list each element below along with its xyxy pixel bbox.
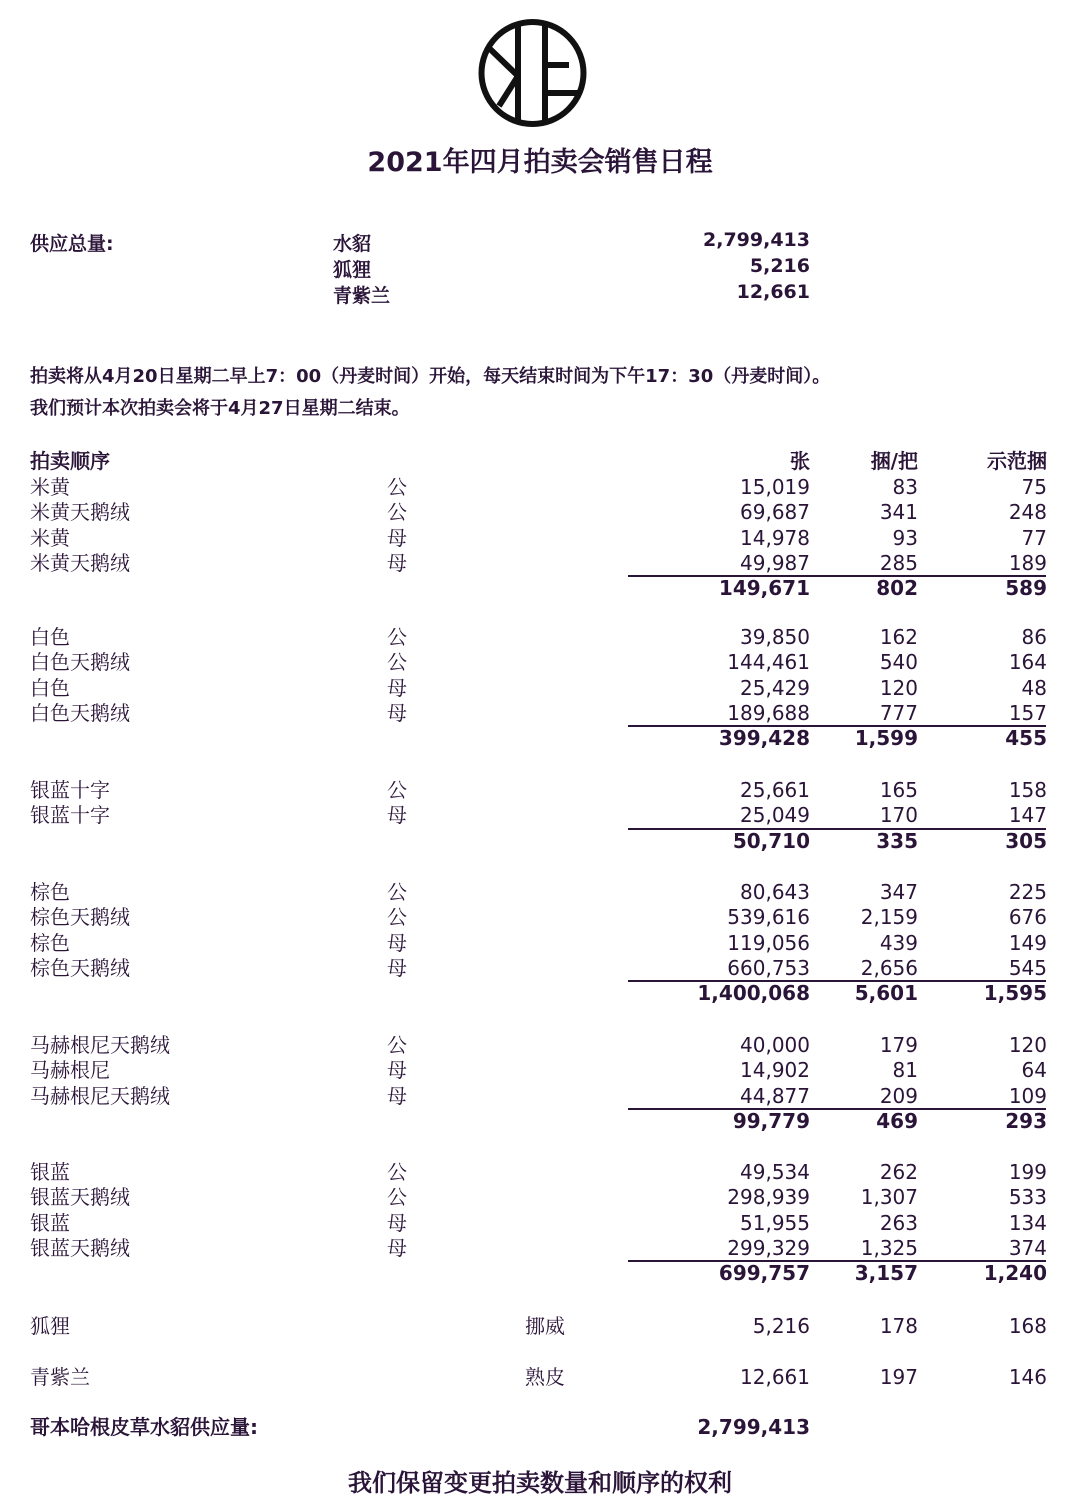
cell-sex: 母 [387,700,407,725]
cell-sex: 公 [387,650,407,675]
subtotal-sample: 455 [1005,726,1047,751]
cell-sample: 86 [1021,625,1047,649]
cell-skins: 189,688 [727,700,810,725]
cell-sample: 77 [1021,525,1047,550]
subtotal-sample: 293 [1005,1108,1047,1133]
table-row [0,1185,1080,1210]
cell-sample: 48 [1021,675,1047,700]
header-sample: 示范捆 [987,449,1047,473]
cell-skins: 40,000 [740,1033,810,1057]
subtotal-bundles: 469 [876,1108,918,1133]
cell-type-name: 白色天鹅绒 [30,650,130,675]
cell-type-name: 银蓝 [30,1210,70,1235]
subtotal-bundles: 802 [876,576,918,601]
cell-type-name: 银蓝十字 [30,803,110,828]
cell-bundles: 540 [879,650,918,675]
subtotal-sample: 589 [1005,576,1047,601]
other-name: 狐狸 [30,1314,70,1338]
cell-bundles: 1,325 [860,1235,918,1260]
other-skins: 12,661 [740,1365,810,1389]
header-bundles: 捆/把 [870,449,918,473]
cell-sample: 149 [1008,930,1047,955]
cell-sex: 公 [387,778,407,802]
cell-bundles: 93 [892,525,918,550]
table-row [0,1236,1080,1261]
other-origin: 熟皮 [525,1365,565,1389]
cell-sex: 母 [387,955,407,980]
cell-skins: 14,978 [740,525,810,550]
copenhagen-total-row [0,1415,1080,1440]
table-row [0,905,1080,930]
cell-bundles: 285 [879,550,918,575]
cell-sex: 母 [387,1058,407,1083]
cell-bundles: 439 [879,930,918,955]
subtotal-bundles: 3,157 [854,1261,918,1286]
supply-value: 2,799,413 [703,229,810,251]
cell-sex: 母 [387,1083,407,1108]
cell-sample: 533 [1008,1185,1047,1210]
cell-sex: 母 [387,803,407,828]
subtotal-skins: 99,779 [732,1108,810,1133]
subtotal-skins: 1,400,068 [697,981,810,1006]
cell-sex: 母 [387,525,407,550]
subtotal-row [0,829,1080,854]
cell-skins: 119,056 [727,930,810,955]
table-row [0,956,1080,981]
subtotal-row [0,576,1080,601]
other-row [0,1314,1080,1339]
cell-sample: 120 [1008,1033,1047,1057]
supply-value: 12,661 [736,281,810,303]
cell-type-name: 白色 [30,625,70,649]
subtotal-skins: 699,757 [718,1261,810,1286]
cell-sex: 母 [387,1235,407,1260]
cell-sample: 248 [1008,500,1047,525]
subtotal-sample: 305 [1005,828,1047,853]
table-row [0,1211,1080,1236]
cell-skins: 14,902 [740,1058,810,1083]
cell-bundles: 341 [879,500,918,525]
other-origin: 挪威 [525,1314,565,1338]
kf-logo [475,18,590,128]
cell-skins: 539,616 [727,905,810,930]
subtotal-row [0,1261,1080,1286]
cell-bundles: 81 [892,1058,918,1083]
table-row [0,778,1080,803]
cell-skins: 660,753 [727,955,810,980]
cell-type-name: 棕色 [30,930,70,955]
subtotal-row [0,981,1080,1006]
cell-type-name: 银蓝天鹅绒 [30,1235,130,1260]
cell-skins: 49,987 [740,550,810,575]
cell-bundles: 262 [879,1160,918,1184]
cell-skins: 298,939 [727,1185,810,1210]
other-bundles: 197 [879,1365,918,1389]
subtotal-sample: 1,240 [983,1261,1047,1286]
cell-type-name: 米黄 [30,525,70,550]
table-row [0,526,1080,551]
cell-skins: 25,661 [740,778,810,802]
cell-skins: 144,461 [727,650,810,675]
other-name: 青紫兰 [30,1365,90,1389]
subtotal-skins: 149,671 [718,576,810,601]
cell-bundles: 2,159 [860,905,918,930]
supply-name: 狐狸 [333,259,372,281]
cell-skins: 25,429 [740,675,810,700]
other-sample: 146 [1008,1365,1047,1389]
cell-sample: 164 [1008,650,1047,675]
cell-sample: 157 [1008,700,1047,725]
cell-type-name: 米黄天鹅绒 [30,500,130,525]
cell-skins: 299,329 [727,1235,810,1260]
other-row [0,1365,1080,1390]
table-row [0,701,1080,726]
copenhagen-total-value: 2,799,413 [697,1415,810,1439]
cell-sex: 公 [387,625,407,649]
table-row [0,475,1080,500]
cell-sample: 147 [1008,803,1047,828]
cell-sample: 199 [1008,1160,1047,1184]
cell-bundles: 209 [879,1083,918,1108]
table-row [0,931,1080,956]
cell-sample: 545 [1008,955,1047,980]
header-skins: 张 [790,449,810,473]
cell-bundles: 83 [892,475,918,499]
table-row [0,676,1080,701]
notice-line-1: 拍卖将从4月20日星期二早上7：00（丹麦时间）开始，每天结束时间为下午17：30（丹麦时间）。 [30,366,831,387]
subtotal-bundles: 335 [876,828,918,853]
page-title: 2021年四月拍卖会销售日程 [367,147,713,178]
supply-label: 供应总量: [30,233,114,255]
other-sample: 168 [1008,1314,1047,1338]
cell-skins: 39,850 [740,625,810,649]
cell-type-name: 米黄 [30,475,70,499]
cell-type-name: 银蓝 [30,1160,70,1184]
cell-sex: 公 [387,880,407,904]
cell-bundles: 2,656 [860,955,918,980]
cell-bundles: 777 [879,700,918,725]
cell-sample: 374 [1008,1235,1047,1260]
cell-sex: 母 [387,550,407,575]
table-row [0,803,1080,828]
subtotal-skins: 399,428 [718,726,810,751]
cell-skins: 15,019 [740,475,810,499]
cell-type-name: 棕色天鹅绒 [30,905,130,930]
cell-skins: 25,049 [740,803,810,828]
cell-sample: 189 [1008,550,1047,575]
cell-sex: 公 [387,500,407,525]
supply-name: 青紫兰 [333,285,391,307]
cell-bundles: 120 [879,675,918,700]
cell-type-name: 马赫根尼 [30,1058,110,1083]
table-header [0,449,1080,474]
footer-note: 我们保留变更拍卖数量和顺序的权利 [348,1469,732,1497]
cell-type-name: 银蓝十字 [30,778,110,802]
cell-bundles: 347 [879,880,918,904]
cell-sex: 公 [387,1160,407,1184]
cell-type-name: 银蓝天鹅绒 [30,1185,130,1210]
supply-value: 5,216 [749,255,810,277]
table-row [0,880,1080,905]
cell-type-name: 白色天鹅绒 [30,700,130,725]
cell-skins: 49,534 [740,1160,810,1184]
cell-sex: 公 [387,475,407,499]
cell-bundles: 263 [879,1210,918,1235]
supply-name: 水貂 [333,233,372,255]
subtotal-bundles: 1,599 [854,726,918,751]
cell-type-name: 米黄天鹅绒 [30,550,130,575]
table-row [0,1058,1080,1083]
cell-sample: 75 [1021,475,1047,499]
subtotal-sample: 1,595 [983,981,1047,1006]
cell-sample: 109 [1008,1083,1047,1108]
header-order: 拍卖顺序 [30,449,110,473]
other-bundles: 178 [879,1314,918,1338]
cell-type-name: 棕色 [30,880,70,904]
cell-sex: 母 [387,930,407,955]
cell-bundles: 179 [879,1033,918,1057]
cell-bundles: 170 [879,803,918,828]
copenhagen-total-label: 哥本哈根皮草水貂供应量: [30,1415,258,1439]
table-row [0,1160,1080,1185]
cell-bundles: 162 [879,625,918,649]
table-row [0,1033,1080,1058]
cell-type-name: 马赫根尼天鹅绒 [30,1033,170,1057]
cell-sample: 64 [1021,1058,1047,1083]
subtotal-row [0,726,1080,751]
cell-sex: 公 [387,1185,407,1210]
subtotal-skins: 50,710 [732,828,810,853]
cell-sex: 母 [387,675,407,700]
subtotal-row [0,1109,1080,1134]
cell-sex: 母 [387,1210,407,1235]
table-row [0,650,1080,675]
notice-line-2: 我们预计本次拍卖会将于4月27日星期二结束。 [30,398,410,419]
cell-skins: 80,643 [740,880,810,904]
cell-sex: 公 [387,1033,407,1057]
table-row [0,551,1080,576]
cell-skins: 69,687 [740,500,810,525]
cell-skins: 44,877 [740,1083,810,1108]
table-row [0,500,1080,525]
subtotal-bundles: 5,601 [854,981,918,1006]
cell-skins: 51,955 [740,1210,810,1235]
cell-type-name: 马赫根尼天鹅绒 [30,1083,170,1108]
table-row [0,625,1080,650]
cell-sex: 公 [387,905,407,930]
cell-sample: 676 [1008,905,1047,930]
other-skins: 5,216 [752,1314,810,1338]
cell-type-name: 白色 [30,675,70,700]
table-row [0,1084,1080,1109]
cell-sample: 225 [1008,880,1047,904]
cell-bundles: 165 [879,778,918,802]
cell-type-name: 棕色天鹅绒 [30,955,130,980]
cell-sample: 158 [1008,778,1047,802]
cell-sample: 134 [1008,1210,1047,1235]
cell-bundles: 1,307 [860,1185,918,1210]
